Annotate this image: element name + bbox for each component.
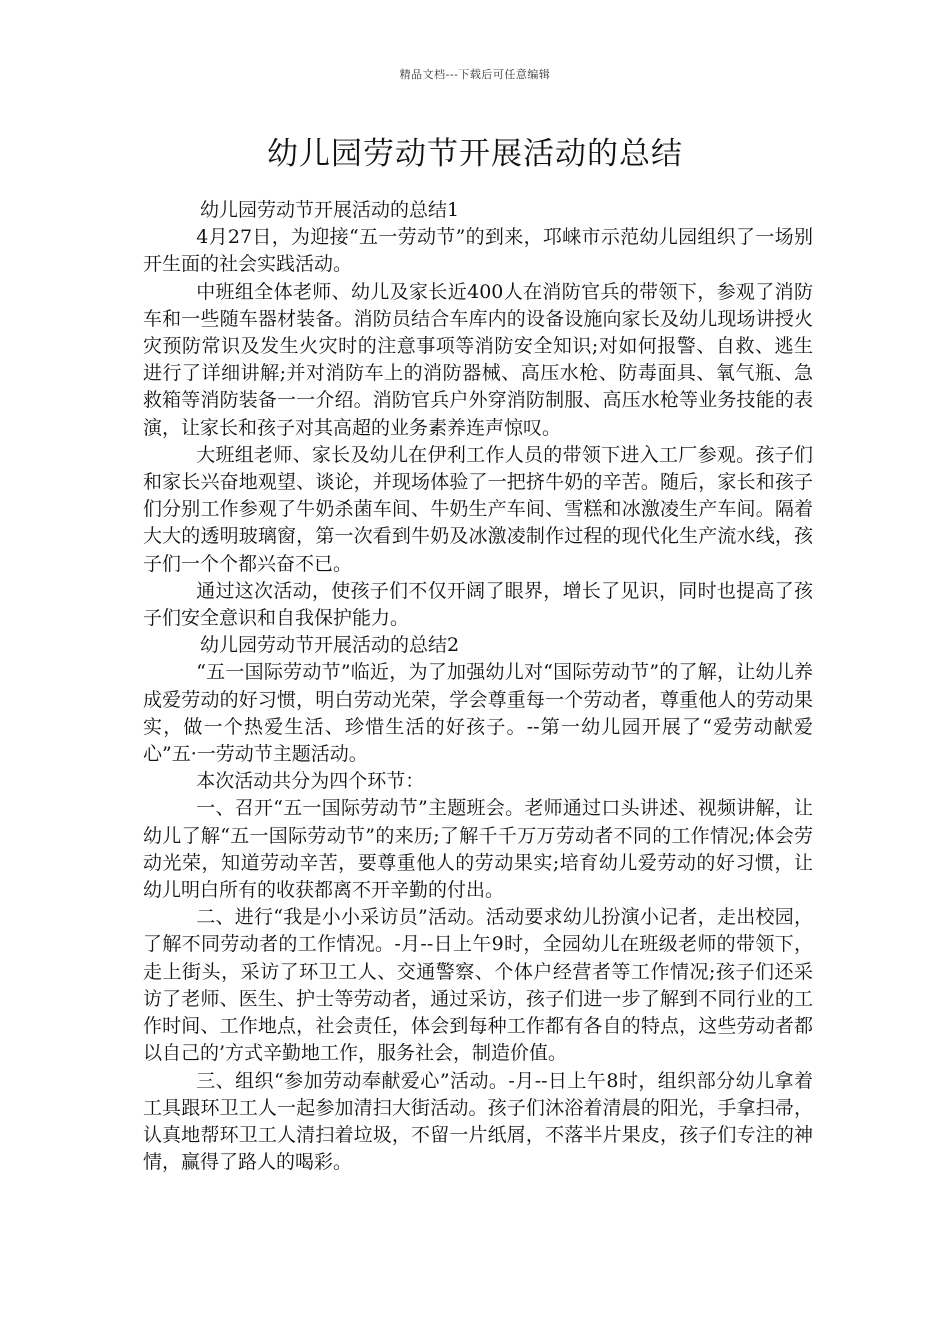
body-paragraph: 三、组织“参加劳动奉献爱心”活动。-月--日上午8时，组织部分幼儿拿着工具跟环卫工人一起参加清扫大街活动。孩子们沐浴着清晨的阳光，手拿扫帚，认真地帮环卫工人清扫着垃圾，不留一片纸屑，不落半片果皮，孩子们专注的神情，赢得了路人的喝彩。 — [143, 1069, 813, 1174]
body-paragraph: 大班组老师、家长及幼儿在伊利工作人员的带领下进入工厂参观。孩子们和家长兴奋地观望、谈论，并现场体验了一把挤牛奶的辛苦。随后，家长和孩子们分别工作参观了牛奶杀菌车间、牛奶生产车间、雪糕和冰激凌生产车间。隔着大大的透明玻璃窗，第一次看到牛奶及冰激凌制作过程的现代化生产流水线，孩子们一个个都兴奋不已。 — [143, 443, 813, 575]
header-note: 精品文档---下载后可任意编辑 — [399, 68, 551, 81]
document-title: 幼儿园劳动节开展活动的总结 — [267, 136, 683, 172]
body-paragraph: 一、召开“五一国际劳动节”主题班会。老师通过口头讲述、视频讲解，让幼儿了解“五一国际劳动节”的来历;了解千千万万劳动者不同的工作情况;体会劳动光荣，知道劳动辛苦，要尊重他人的劳动果实;培育幼儿爱劳动的好习惯，让幼儿明白所有的收获都离不开辛勤的付出。 — [143, 797, 813, 902]
body-paragraph: 本次活动共分为四个环节： — [196, 770, 425, 793]
body-paragraph: 二、进行“我是小小采访员”活动。活动要求幼儿扮演小记者，走出校园，了解不同劳动者的工作情况。-月--日上午9时，全园幼儿在班级老师的带领下，走上街头，采访了环卫工人、交通警察、个体户经营者等工作情况;孩子们还采访了老师、医生、护士等劳动者，通过采访，孩子们进一步了解到不同行业的工作时间、工作地点，社会责任，体会到每种工作都有各自的特点，这些劳动者都以自己的’方式辛勤地工作，服务社会，制造价值。 — [143, 906, 813, 1065]
document-body — [143, 197, 813, 1176]
section-heading: 幼儿园劳动节开展活动的总结2 — [200, 634, 460, 657]
body-paragraph: “五一国际劳动节”临近，为了加强幼儿对“国际劳动节”的了解，让幼儿养成爱劳动的好习惯，明白劳动光荣，学会尊重每一个劳动者，尊重他人的劳动果实，做一个热爱生活、珍惜生活的好孩子。--第一幼儿园开展了“爱劳动献爱心”五·一劳动节主题活动。 — [143, 661, 813, 766]
body-paragraph: 4月27日，为迎接“五一劳动节”的到来，邛崃市示范幼儿园组织了一场别开生面的社会实践活动。 — [143, 226, 813, 276]
body-paragraph: 中班组全体老师、幼儿及家长近400人在消防官兵的带领下，参观了消防车和一些随车器材装备。消防员结合车库内的设备设施向家长及幼儿现场讲授火灾预防常识及发生火灾时的注意事项等消防安全知识;对如何报警、自救、逃生进行了详细讲解;并对消防车上的消防器械、高压水枪、防毒面具、氧气瓶、急救箱等消防装备一一介绍。消防官兵户外穿消防制服、高压水枪等业务技能的表演，让家长和孩子对其高超的业务素养连声惊叹。 — [143, 280, 813, 439]
body-paragraph: 通过这次活动，使孩子们不仅开阔了眼界，增长了见识，同时也提高了孩子们安全意识和自我保护能力。 — [143, 579, 813, 630]
section-heading: 幼儿园劳动节开展活动的总结1 — [200, 199, 460, 221]
